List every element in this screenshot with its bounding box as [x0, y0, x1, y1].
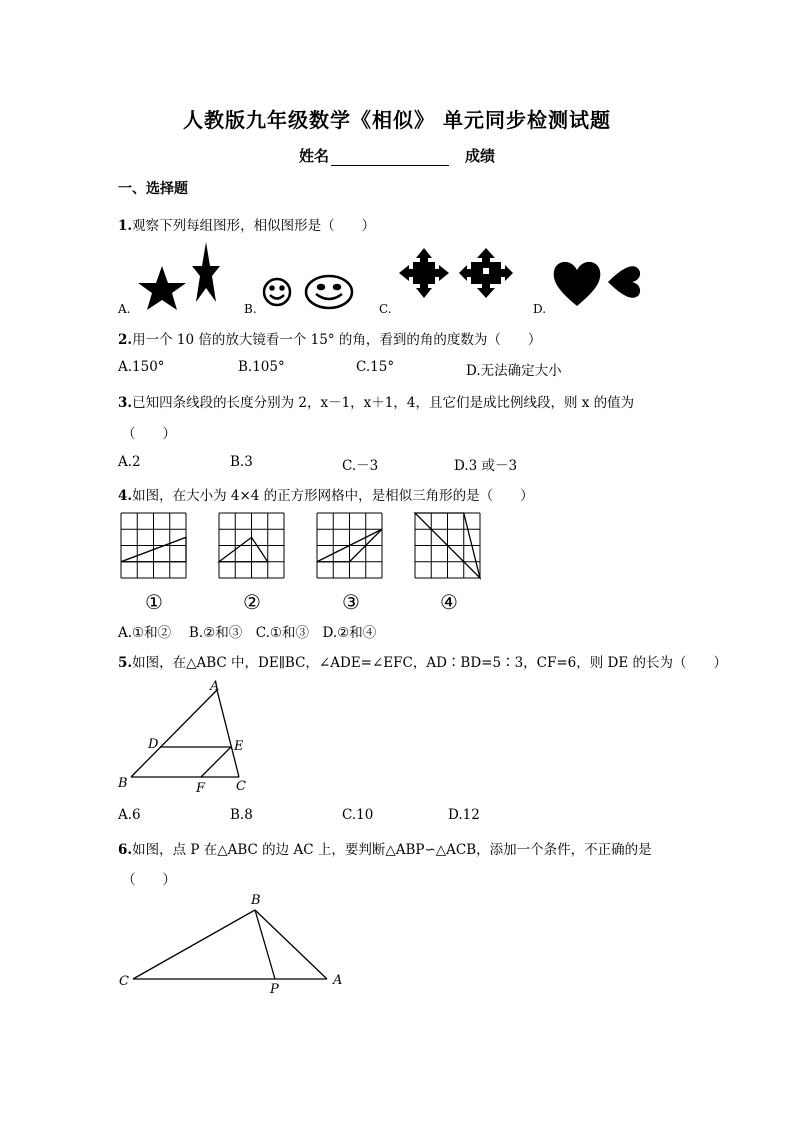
label-f: F [196, 781, 206, 796]
heart-large-icon [554, 262, 601, 306]
triangle-2 [219, 537, 268, 561]
q4-label-1: ① [145, 590, 163, 614]
question-4 [118, 484, 534, 504]
label-a: A [333, 973, 343, 988]
section-title: 一、选择题 [118, 181, 188, 197]
question-number: 4. [118, 488, 133, 504]
q6-blank: （ ） [122, 872, 176, 888]
question-2 [118, 328, 541, 348]
smiley-large-icon [306, 276, 352, 308]
smiley-small-icon [264, 279, 290, 305]
q4-options: A.①和② B.②和③ C.①和③ D.②和④ [118, 625, 377, 641]
label-b: B [251, 893, 261, 908]
grid-4 [415, 513, 480, 578]
grid-3 [317, 513, 382, 578]
q2-option-b: B.105° [238, 359, 285, 375]
name-label: 姓名 [298, 147, 329, 165]
question-text: 用一个 10 倍的放大镜看一个 15° 的角，看到的角的度数为（ ） [132, 332, 542, 348]
question-number: 1. [118, 218, 133, 234]
q3-blank: （ ） [122, 426, 176, 442]
label-c: C [119, 974, 129, 989]
q5-option-d: D.12 [448, 807, 480, 823]
q5-option-b: B.8 [230, 807, 253, 823]
name-score-line [0, 145, 794, 166]
label-d: D [148, 737, 159, 752]
question-6 [118, 838, 652, 858]
question-text: 观察下列每组图形，相似图形是（ ） [132, 218, 376, 234]
page-title: 人教版九年级数学《相似》 单元同步检测试题 [183, 108, 611, 132]
question-number: 6. [118, 842, 133, 858]
question-number: 2. [118, 332, 133, 348]
label-b: B [118, 776, 128, 791]
label-a: A [210, 679, 220, 694]
q1-option-a: A. [118, 302, 131, 316]
label-e: E [234, 739, 244, 754]
q1-option-b: B. [244, 302, 257, 316]
q1-option-d: D. [533, 302, 547, 316]
question-number: 5. [118, 655, 133, 671]
grid-2 [219, 513, 284, 578]
grid-1 [121, 513, 186, 578]
q4-label-2: ② [243, 590, 261, 614]
question-text: 已知四条线段的长度分别为 2，x－1，x＋1，4，且它们是成比例线段，则 x 的值为 [132, 395, 635, 411]
q6-triangle-figure [0, 892, 794, 1002]
question-1 [118, 214, 375, 234]
question-text: 如图，在△ABC 中，DE∥BC，∠ADE=∠EFC，AD∶BD=5∶3，CF=6，则 DE 的长为（ ） [132, 655, 728, 671]
q4-grid-figures [0, 511, 794, 581]
q3-option-b: B.3 [230, 454, 253, 470]
question-3 [118, 391, 634, 411]
name-blank [331, 151, 449, 166]
q5-option-c: C.10 [342, 807, 374, 823]
cross-arrows-icon-1 [399, 248, 449, 298]
score-label: 成绩 [465, 147, 496, 165]
label-c: C [236, 779, 246, 794]
q5-option-a: A.6 [118, 807, 141, 823]
star-small-icon [138, 266, 186, 310]
q4-label-4: ④ [440, 590, 458, 614]
q5-triangle-figure [0, 676, 794, 796]
q2-option-c: C.15° [356, 359, 395, 375]
question-number: 3. [118, 395, 133, 411]
question-text: 如图，在大小为 4×4 的正方形网格中，是相似三角形的是（ ） [132, 488, 534, 504]
q2-option-a: A.150° [118, 359, 165, 375]
question-5 [118, 651, 727, 671]
star-tall-icon [192, 242, 220, 302]
q3-option-c: C.－3 [342, 458, 379, 474]
q3-option-d: D.3 或－3 [454, 458, 518, 474]
label-p: P [270, 982, 279, 997]
q4-label-3: ③ [342, 590, 360, 614]
question-text: 如图，点 P 在△ABC 的边 AC 上，要判断△ABP∽△ACB，添加一个条件，不正确的是 [132, 842, 652, 858]
heart-rotated-icon [608, 266, 640, 298]
q2-option-d: D.无法确定大小 [466, 363, 562, 379]
cross-arrows-icon-2 [459, 248, 513, 298]
q1-option-c: C. [379, 302, 392, 316]
q3-option-a: A.2 [118, 454, 141, 470]
